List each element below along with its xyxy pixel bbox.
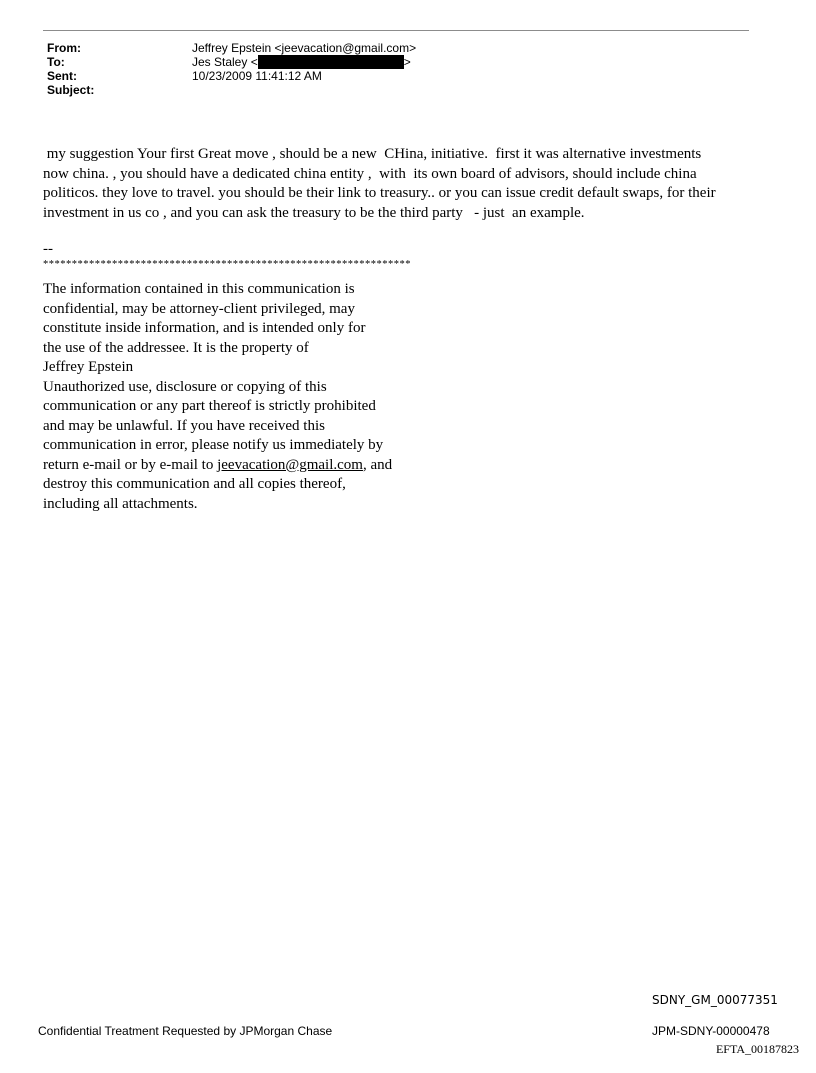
email-body [43,145,753,223]
to-name: Jes Staley < [192,55,258,69]
disclaimer-line: constitute inside information, and is intended only for [43,320,366,336]
sent-label: Sent: [47,69,77,83]
disclaimer-line: the use of the addressee. It is the property of [43,339,309,356]
bates-stamp-efta: EFTA_00187823 [715,1042,799,1056]
confidential-notice: Confidential Treatment Requested by JPMorgan Chase [38,1024,333,1038]
to-value [192,55,411,69]
disclaimer-line: confidential, may be attorney-client privileged, may [43,300,355,317]
disclaimer-line: communication or any part thereof is strictly prohibited [43,398,376,414]
redaction-bar [258,55,404,69]
disclaimer-line: The information contained in this communication is [43,281,355,297]
body-line: politicos. they love to travel. you should be their link to treasury.. or you can issue credit default swaps, for their [43,185,716,201]
body-line: my suggestion Your first Great move , should be a new CHina, initiative. first it was alternative investments [43,146,702,162]
bates-stamp-gm: SDNY_GM_00077351 [652,993,778,1007]
return-prefix: return e-mail or by e-mail to [43,456,218,473]
from-label: From: [47,41,81,55]
from-value: Jeffrey Epstein <jeevacation@gmail.com> [192,41,417,55]
return-suffix: , and [362,456,393,473]
email-link[interactable]: jeevacation@gmail.com [217,456,363,473]
to-label: To: [47,55,65,69]
signature-separator: -- [43,241,53,257]
disclaimer-line: Unauthorized use, disclosure or copying of this [43,378,327,395]
disclaimer-line: and may be unlawful. If you have received this [43,417,325,434]
body-line: investment in us co , and you can ask the treasury to be the third party - just an example. [43,204,585,221]
disclaimer-line: destroy this communication and all copies thereof, [43,476,346,492]
sent-value: 10/23/2009 11:41:12 AM [192,69,322,83]
confidentiality-disclaimer [43,280,463,514]
disclaimer-line [43,456,463,476]
disclaimer-line: Jeffrey Epstein [43,359,134,375]
to-close: > [403,55,411,69]
disclaimer-line: communication in error, please notify us immediately by [43,437,384,453]
subject-label: Subject: [47,83,95,97]
body-line: now china. , you should have a dedicated china entity , with its own board of advisors, should include china [43,165,697,182]
disclaimer-line: including all attachments. [43,495,198,512]
asterisk-divider: **************************************************************** [43,259,411,270]
bates-stamp-jpm: JPM-SDNY-00000478 [652,1024,770,1038]
header-divider [43,30,749,31]
